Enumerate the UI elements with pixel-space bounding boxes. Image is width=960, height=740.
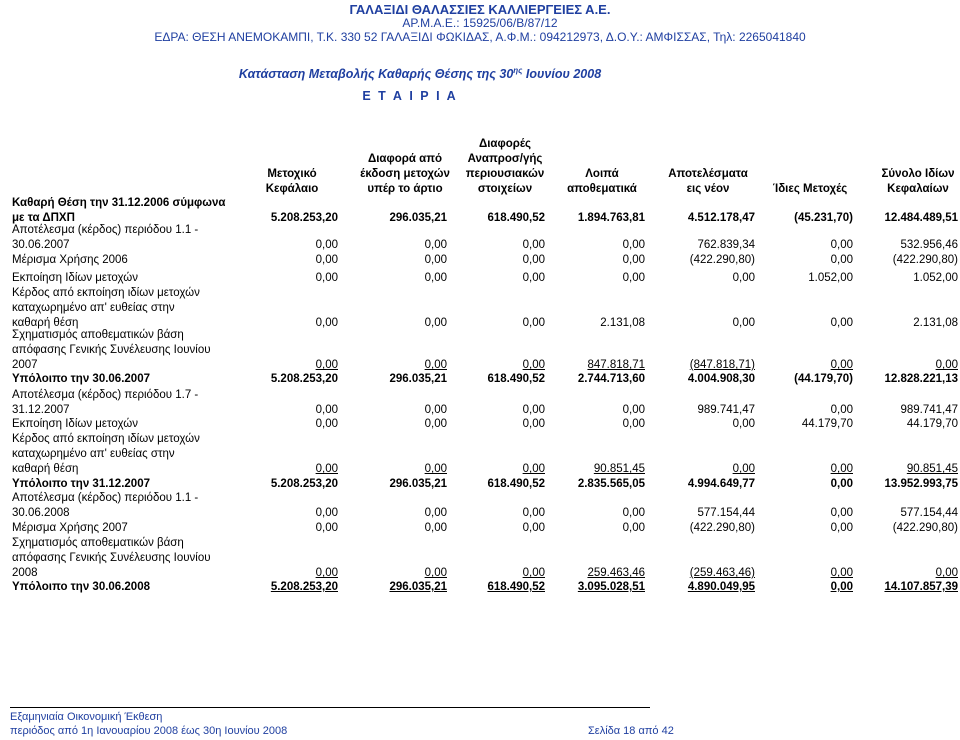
row-value-col-1: 0,00: [315, 359, 338, 371]
row-value-col-1: 0,00: [315, 254, 338, 266]
title-post: Ιουνίου 2008: [522, 67, 602, 82]
row-label: καθαρή θέση: [12, 317, 79, 329]
row-value-col-7: 13.952.993,75: [884, 478, 958, 490]
row-value-col-1: 0,00: [315, 522, 338, 534]
row-value-col-1: 0,00: [315, 463, 338, 475]
row-label: Υπόλοιπο την 31.12.2007: [12, 478, 150, 490]
row-value-col-3: 618.490,52: [487, 581, 545, 593]
row-value-col-6: 0,00: [830, 567, 853, 579]
row-label: Εκποίηση Ιδίων μετοχών: [12, 418, 138, 430]
row-value-col-6: 0,00: [830, 507, 853, 519]
row-value-col-7: 532.956,46: [900, 239, 958, 251]
row-value-col-5: (422.290,80): [689, 254, 755, 266]
row-value-col-5: 4.890.049,95: [687, 581, 755, 593]
row-value-col-4: 0,00: [622, 239, 645, 251]
row-value-col-5: 0,00: [732, 463, 755, 475]
row-value-col-1: 0,00: [315, 507, 338, 519]
row-value-col-7: 90.851,45: [906, 463, 958, 475]
row-value-col-7: 14.107.857,39: [884, 581, 958, 593]
column-header-2: υπέρ το άρτιο: [367, 183, 443, 195]
row-value-col-6: 0,00: [830, 239, 853, 251]
row-value-col-3: 618.490,52: [487, 373, 545, 385]
row-value-col-3: 0,00: [522, 239, 545, 251]
row-value-col-6: (45.231,70): [794, 212, 853, 224]
row-value-col-7: 1.052,00: [913, 272, 958, 284]
footer-report-title: Εξαμηνιαία Οικονομική Έκθεση: [10, 711, 163, 723]
row-value-col-6: 0,00: [830, 359, 853, 371]
row-label: Αποτέλεσμα (κέρδος) περιόδου 1.1 -: [12, 492, 199, 504]
row-value-col-7: (422.290,80): [892, 254, 958, 266]
row-label: 30.06.2007: [12, 239, 70, 251]
row-label: 2007: [12, 359, 38, 371]
column-header-5: εις νέον: [686, 183, 730, 195]
row-value-col-6: 0,00: [830, 581, 853, 593]
row-value-col-4: 259.463,46: [587, 567, 645, 579]
row-value-col-3: 0,00: [522, 463, 545, 475]
company-address: ΕΔΡΑ: ΘΕΣΗ ΑΝΕΜΟΚΑΜΠΙ, Τ.Κ. 330 52 ΓΑΛΑΞΙΔΙ ΦΩΚΙΔΑΣ, Α.Φ.Μ.: 094212973, Δ.Ο.Υ.: ΑΜΦΙΣΣΑΣ, Τηλ: 2265041840: [154, 30, 806, 44]
row-value-col-2: 0,00: [424, 522, 447, 534]
row-value-col-3: 0,00: [522, 507, 545, 519]
row-label: Αποτέλεσμα (κέρδος) περιόδου 1.1 -: [12, 224, 199, 236]
row-value-col-4: 0,00: [622, 507, 645, 519]
row-value-col-5: 0,00: [732, 317, 755, 329]
company-registry: ΑΡ.Μ.Α.Ε.: 15925/06/Β/87/12: [402, 16, 558, 30]
row-value-col-2: 0,00: [424, 507, 447, 519]
row-value-col-6: 0,00: [830, 254, 853, 266]
row-value-col-6: 0,00: [830, 463, 853, 475]
row-value-col-7: (422.290,80): [892, 522, 958, 534]
row-label: καθαρή θέση: [12, 463, 79, 475]
row-value-col-7: 12.484.489,51: [884, 212, 958, 224]
column-header-7: Κεφαλαίων: [887, 183, 949, 195]
row-value-col-5: 4.994.649,77: [687, 478, 755, 490]
row-label: καταχωρημένο απ' ευθείας στην: [12, 448, 175, 460]
column-header-2: έκδοση μετοχών: [360, 168, 450, 180]
row-value-col-6: 0,00: [830, 404, 853, 416]
row-label: Καθαρή Θέση την 31.12.2006 σύμφωνα: [12, 197, 226, 209]
row-label: Αποτέλεσμα (κέρδος) περιόδου 1.7 -: [12, 389, 199, 401]
row-value-col-5: 577.154,44: [697, 507, 755, 519]
row-value-col-3: 0,00: [522, 418, 545, 430]
row-value-col-7: 0,00: [935, 359, 958, 371]
row-value-col-4: 0,00: [622, 272, 645, 284]
row-label: Εκποίηση Ιδίων μετοχών: [12, 272, 138, 284]
row-value-col-7: 0,00: [935, 567, 958, 579]
company-name: ΓΑΛΑΞΙΔΙ ΘΑΛΑΣΣΙΕΣ ΚΑΛΛΙΕΡΓΕΙΕΣ Α.Ε.: [349, 2, 611, 17]
row-label: Κέρδος από εκποίηση ιδίων μετοχών: [12, 433, 200, 445]
column-header-3: στοιχείων: [477, 183, 533, 195]
footer-period: περιόδος από 1η Ιανουαρίου 2008 έως 30η Ιουνίου 2008: [10, 725, 288, 737]
row-value-col-3: 618.490,52: [487, 478, 545, 490]
row-value-col-3: 0,00: [522, 522, 545, 534]
row-value-col-4: 0,00: [622, 418, 645, 430]
row-label: απόφασης Γενικής Συνέλευσης Ιουνίου: [12, 552, 211, 564]
row-value-col-4: 2.131,08: [600, 317, 645, 329]
row-value-col-1: 0,00: [315, 418, 338, 430]
footer-page-number: Σελίδα 18 από 42: [588, 725, 674, 737]
column-header-1: Μετοχικό: [267, 168, 317, 180]
row-value-col-4: 3.095.028,51: [577, 581, 645, 593]
row-value-col-2: 0,00: [424, 404, 447, 416]
row-value-col-2: 0,00: [424, 317, 447, 329]
row-value-col-1: 0,00: [315, 272, 338, 284]
row-value-col-3: 0,00: [522, 567, 545, 579]
column-header-4: Λοιπά: [585, 168, 619, 180]
row-value-col-1: 0,00: [315, 404, 338, 416]
row-value-col-5: 0,00: [732, 418, 755, 430]
row-value-col-5: 989.741,47: [697, 404, 755, 416]
row-value-col-5: 762.839,34: [697, 239, 755, 251]
row-value-col-6: 1.052,00: [808, 272, 853, 284]
row-value-col-6: 44.179,70: [801, 418, 853, 430]
footer-divider: [10, 707, 650, 708]
row-value-col-6: 0,00: [830, 317, 853, 329]
row-value-col-2: 0,00: [424, 567, 447, 579]
row-label: Σχηματισμός αποθεματικών βάση: [12, 537, 184, 549]
row-value-col-3: 0,00: [522, 359, 545, 371]
row-value-col-3: 0,00: [522, 272, 545, 284]
row-value-col-6: 0,00: [830, 522, 853, 534]
row-value-col-5: 4.512.178,47: [687, 212, 755, 224]
row-label: 2008: [12, 567, 38, 579]
row-label: 30.06.2008: [12, 507, 70, 519]
row-value-col-6: (44.179,70): [794, 373, 853, 385]
row-label: Κέρδος από εκποίηση ιδίων μετοχών: [12, 287, 200, 299]
row-value-col-2: 296.035,21: [389, 212, 447, 224]
row-value-col-2: 296.035,21: [389, 581, 447, 593]
row-value-col-2: 0,00: [424, 254, 447, 266]
row-value-col-3: 0,00: [522, 317, 545, 329]
row-label: Μέρισμα Χρήσης 2007: [12, 522, 128, 534]
statement-subtitle: Ε Τ Α Ι Ρ Ι Α: [362, 89, 458, 103]
row-value-col-2: 0,00: [424, 359, 447, 371]
column-header-3: περιουσιακών: [465, 168, 545, 180]
row-value-col-4: 1.894.763,81: [577, 212, 645, 224]
column-header-2: Διαφορά από: [367, 153, 443, 165]
row-value-col-4: 90.851,45: [593, 463, 645, 475]
row-value-col-1: 0,00: [315, 239, 338, 251]
row-value-col-4: 2.744.713,60: [577, 373, 645, 385]
row-value-col-5: 4.004.908,30: [687, 373, 755, 385]
row-value-col-2: 296.035,21: [389, 478, 447, 490]
row-value-col-2: 296.035,21: [389, 373, 447, 385]
row-value-col-4: 0,00: [622, 522, 645, 534]
row-value-col-4: 0,00: [622, 254, 645, 266]
statement-title: [0, 66, 840, 81]
row-value-col-3: 0,00: [522, 404, 545, 416]
row-value-col-1: 0,00: [315, 317, 338, 329]
row-value-col-3: 0,00: [522, 254, 545, 266]
column-header-1: Κεφάλαιο: [265, 183, 319, 195]
row-value-col-1: 5.208.253,20: [270, 212, 338, 224]
column-header-4: αποθεματικά: [567, 183, 637, 195]
row-value-col-7: 12.828.221,13: [884, 373, 958, 385]
row-value-col-4: 847.818,71: [587, 359, 645, 371]
row-label: 31.12.2007: [12, 404, 70, 416]
row-label: Υπόλοιπο την 30.06.2008: [12, 581, 150, 593]
column-header-7: Σύνολο Ιδίων: [881, 168, 955, 180]
row-value-col-5: (422.290,80): [689, 522, 755, 534]
column-header-6: Ίδιες Μετοχές: [772, 183, 848, 195]
row-label: καταχωρημένο απ' ευθείας στην: [12, 302, 175, 314]
column-header-3: Διαφορές: [478, 138, 532, 150]
column-header-3: Αναπροσ/γής: [467, 153, 543, 165]
row-label: Μέρισμα Χρήσης 2006: [12, 254, 128, 266]
row-value-col-3: 618.490,52: [487, 212, 545, 224]
row-value-col-2: 0,00: [424, 272, 447, 284]
row-value-col-2: 0,00: [424, 418, 447, 430]
row-label: απόφασης Γενικής Συνέλευσης Ιουνίου: [12, 344, 211, 356]
row-value-col-5: 0,00: [732, 272, 755, 284]
row-value-col-6: 0,00: [830, 478, 853, 490]
row-value-col-7: 2.131,08: [913, 317, 958, 329]
row-label: με τα ΔΠΧΠ: [12, 212, 75, 224]
row-value-col-1: 5.208.253,20: [270, 581, 338, 593]
row-value-col-7: 989.741,47: [900, 404, 958, 416]
row-value-col-4: 2.835.565,05: [577, 478, 645, 490]
title-sup: ης: [513, 66, 523, 75]
row-value-col-7: 44.179,70: [906, 418, 958, 430]
row-value-col-1: 5.208.253,20: [270, 373, 338, 385]
row-value-col-2: 0,00: [424, 463, 447, 475]
row-value-col-7: 577.154,44: [900, 507, 958, 519]
row-label: Σχηματισμός αποθεματικών βάση: [12, 329, 184, 341]
row-value-col-1: 5.208.253,20: [270, 478, 338, 490]
row-value-col-5: (847.818,71): [689, 359, 755, 371]
row-value-col-5: (259.463,46): [689, 567, 755, 579]
row-value-col-1: 0,00: [315, 567, 338, 579]
title-pre: Κατάσταση Μεταβολής Καθαρής Θέσης της 30: [238, 67, 514, 82]
row-value-col-4: 0,00: [622, 404, 645, 416]
column-header-5: Αποτελέσματα: [668, 168, 748, 180]
row-label: Υπόλοιπο την 30.06.2007: [12, 373, 150, 385]
row-value-col-2: 0,00: [424, 239, 447, 251]
